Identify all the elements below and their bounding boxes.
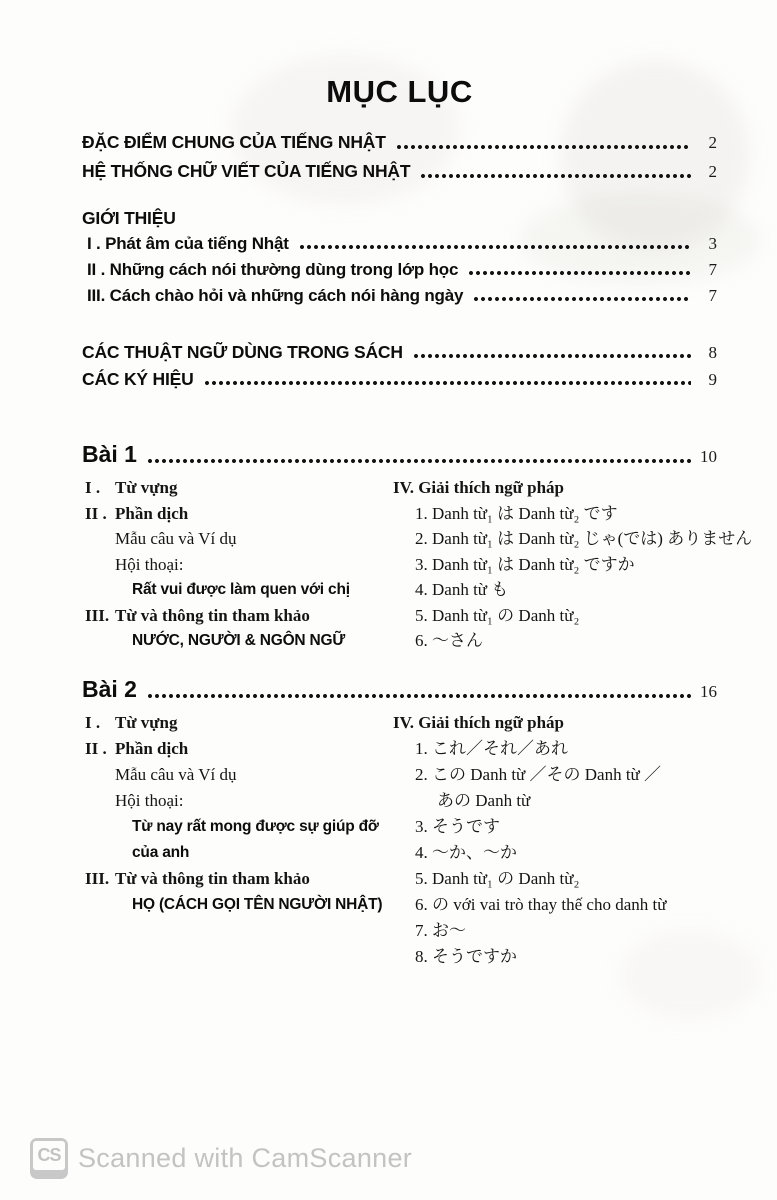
camscanner-watermark	[30, 1138, 412, 1179]
item-numeral: II .	[85, 503, 107, 523]
terms-block	[82, 339, 717, 393]
toc-content	[82, 0, 753, 970]
toc-entry-text: CÁC KÝ HIỆU	[82, 369, 194, 389]
page-number: 7	[708, 286, 717, 305]
grammar-heading: IV. Giải thích ngữ pháp	[393, 712, 564, 732]
toc-entry-text: CÁC THUẬT NGỮ DÙNG TRONG SÁCH	[82, 342, 403, 362]
grammar-item: 4. ～か、～か	[415, 842, 517, 862]
page-number: 8	[708, 343, 717, 362]
toc-row	[82, 339, 717, 366]
lesson-2-left-column	[82, 710, 393, 918]
item-text: Từ và thông tin tham khảo	[115, 605, 310, 625]
page-number: 2	[708, 162, 717, 181]
dotted-leader	[468, 270, 691, 277]
item-numeral: I .	[85, 478, 101, 497]
toc-row	[82, 283, 717, 309]
item-text: Phần dịch	[115, 738, 189, 758]
dotted-leader	[204, 380, 691, 387]
dotted-leader	[299, 244, 691, 251]
toc-item	[82, 475, 393, 501]
item-text: Từ và thông tin tham khảo	[115, 868, 310, 888]
item-numeral: III.	[85, 605, 110, 625]
page-number: 9	[708, 370, 717, 389]
dotted-leader	[413, 353, 691, 360]
dotted-leader	[396, 144, 691, 151]
lesson-2-section	[82, 675, 717, 970]
item-text: Từ vựng	[115, 712, 178, 732]
dotted-leader	[147, 693, 691, 700]
item-numeral: III.	[85, 868, 110, 888]
grammar-item: 2. この Danh từ ／その Danh từ ／	[415, 764, 662, 784]
grammar-item: 3. Danh từ₁ は Danh từ₂ ですか	[415, 554, 635, 574]
reference-title: HỌ (CÁCH GỌI TÊN NGƯỜI NHẬT)	[132, 895, 383, 913]
toc-entry-text: III. Cách chào hỏi và những cách nói hàng ngày	[87, 286, 464, 305]
camscanner-logo-icon	[30, 1138, 68, 1179]
page-number: 10	[700, 447, 717, 466]
item-text: Từ vựng	[115, 478, 178, 497]
dotted-leader	[420, 173, 691, 180]
lesson-1-left-column	[82, 475, 393, 654]
grammar-item: 2. Danh từ₁ は Danh từ₂ じゃ(では) ありません	[415, 529, 753, 548]
grammar-item: 7. お～	[415, 920, 466, 940]
toc-subitem: Mẫu câu và Ví dụ	[115, 529, 237, 548]
toc-row	[82, 231, 717, 257]
dotted-leader	[473, 296, 691, 303]
toc-item	[82, 710, 393, 736]
toc-entry-text: HỆ THỐNG CHỮ VIẾT CỦA TIẾNG NHẬT	[82, 161, 411, 181]
toc-entry-text: ĐẶC ĐIỂM CHUNG CỦA TIẾNG NHẬT	[82, 132, 386, 152]
grammar-item: 1. これ／それ／あれ	[415, 738, 568, 758]
page-number: 3	[708, 234, 717, 253]
dialog-title: Từ nay rất mong được sự giúp đỡ	[132, 817, 379, 835]
toc-subitem: Hội thoại:	[115, 790, 184, 810]
toc-item	[82, 736, 393, 762]
lesson-1-columns	[82, 475, 753, 654]
item-text: Phần dịch	[115, 503, 189, 523]
grammar-item: 8. そうですか	[415, 946, 517, 966]
lesson-1-section	[82, 440, 753, 654]
grammar-item: 6. ～さん	[415, 631, 483, 650]
lesson-2-columns	[82, 710, 717, 970]
camscanner-logo-letters: CS	[37, 1145, 61, 1165]
toc-item	[82, 501, 393, 527]
dotted-leader	[147, 458, 691, 465]
intro-block	[82, 205, 717, 309]
toc-row	[82, 128, 717, 157]
lesson-1-header	[82, 440, 717, 471]
reference-title: NƯỚC, NGƯỜI & NGÔN NGỮ	[132, 632, 346, 649]
grammar-item: 5. Danh từ₁ の Danh từ₂	[415, 605, 580, 625]
grammar-item: 1. Danh từ₁ は Danh từ₂ です	[415, 503, 618, 523]
toc-subitem: Hội thoại:	[115, 554, 184, 574]
grammar-item: 5. Danh từ₁ の Danh từ₂	[415, 868, 580, 888]
page-number: 7	[708, 260, 717, 279]
toc-row	[82, 366, 717, 393]
lesson-1-right-column	[393, 475, 752, 654]
lesson-title: Bài 1	[82, 441, 137, 467]
section-heading: GIỚI THIỆU	[82, 208, 176, 228]
grammar-heading: IV. Giải thích ngữ pháp	[393, 478, 564, 497]
grammar-item-continued: あの Danh từ	[437, 790, 531, 810]
grammar-item: 4. Danh từ も	[415, 580, 509, 599]
page-number: 2	[708, 133, 717, 152]
lesson-2-header	[82, 675, 717, 706]
toc-entry-text: I . Phát âm của tiếng Nhật	[87, 234, 289, 253]
watermark-text: Scanned with CamScanner	[78, 1143, 413, 1173]
lesson-2-right-column	[393, 710, 717, 970]
page-title: MỤC LỤC	[326, 74, 473, 109]
lesson-title: Bài 2	[82, 675, 137, 702]
toc-top-block	[82, 128, 717, 186]
item-numeral: II .	[85, 738, 107, 758]
toc-item	[82, 866, 393, 892]
dialog-title-continued: của anh	[132, 843, 190, 861]
toc-entry-text: II . Những cách nói thường dùng trong lớp học	[87, 260, 459, 279]
item-numeral: I .	[85, 712, 101, 732]
grammar-item: 6. の với vai trò thay thế cho danh từ	[415, 894, 667, 914]
toc-item	[82, 603, 393, 629]
toc-row	[82, 157, 717, 186]
page-number: 16	[700, 681, 717, 701]
toc-row	[82, 257, 717, 283]
grammar-item: 3. そうです	[415, 816, 500, 836]
toc-subitem: Mẫu câu và Ví dụ	[115, 764, 237, 784]
dialog-title: Rất vui được làm quen với chị	[132, 581, 350, 598]
